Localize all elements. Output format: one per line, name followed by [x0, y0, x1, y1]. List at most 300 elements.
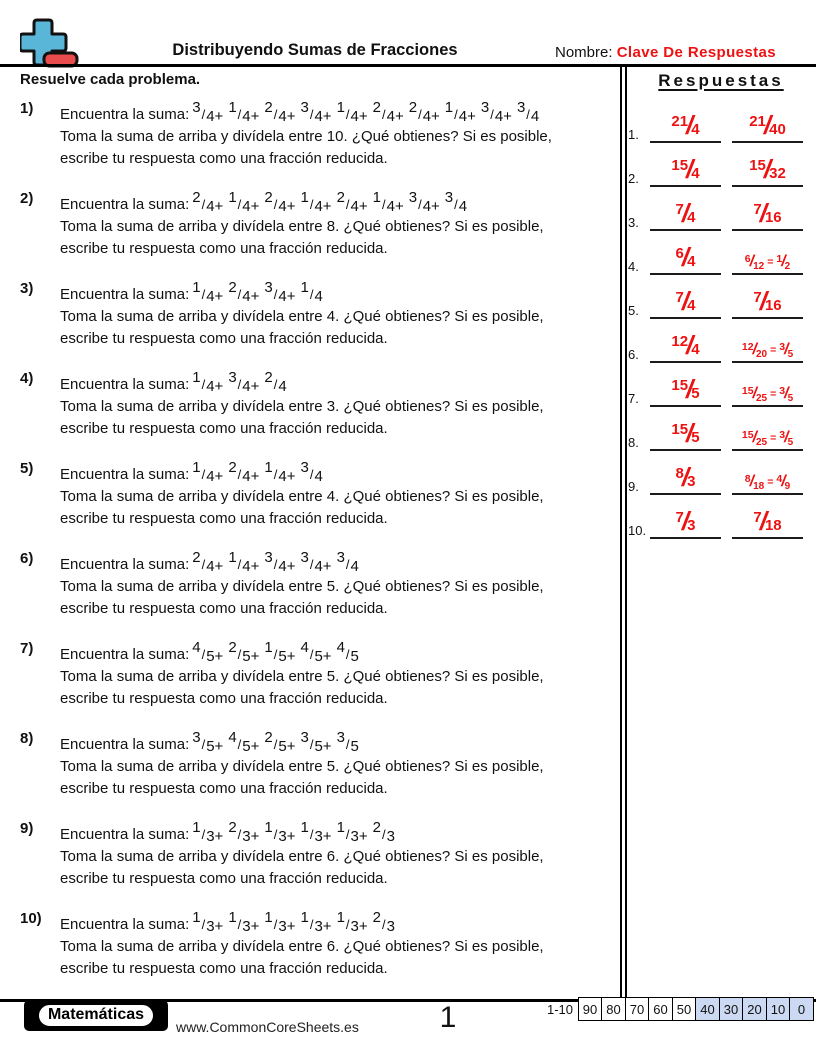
- fraction-slash: /: [273, 467, 278, 482]
- answer-fraction: [671, 154, 700, 184]
- answer-fraction-small: [744, 253, 765, 272]
- answer-fraction: [753, 198, 782, 228]
- problem-item: [20, 97, 618, 170]
- fraction-term: [300, 189, 332, 215]
- problem-body: [60, 637, 616, 710]
- fraction-term: [480, 99, 512, 125]
- answer-fraction-small: [741, 385, 768, 404]
- answer-number: 3.: [628, 215, 639, 230]
- answer-row: [628, 143, 814, 187]
- fraction-numerator: 3: [264, 279, 273, 296]
- fraction-term: [516, 99, 540, 125]
- answer-fraction-small: [776, 253, 791, 272]
- problem-sum-line: [60, 457, 616, 486]
- equals-sign: =: [767, 256, 774, 268]
- fraction-numerator: 1: [228, 99, 237, 116]
- answer-number: 5.: [628, 303, 639, 318]
- score-cell: 30: [719, 997, 744, 1021]
- answer-number: 1.: [628, 127, 639, 142]
- score-cells: [579, 997, 814, 1021]
- answer-fraction: [749, 110, 786, 140]
- fraction-numerator: 7: [675, 509, 684, 526]
- fraction-slash: /: [490, 107, 494, 122]
- problem-instructions-line: escribe tu respuesta como una fracción reducida.: [60, 600, 388, 617]
- page-title: Distribuyendo Sumas de Fracciones: [172, 41, 458, 59]
- fraction-term: [336, 549, 359, 575]
- problem-item: [20, 637, 618, 710]
- fraction-slash: /: [201, 467, 206, 482]
- fraction-slash: /: [345, 107, 350, 122]
- problem-number: 4): [20, 370, 34, 387]
- problem-item: [20, 367, 618, 440]
- fraction-denominator: 4: [691, 165, 700, 182]
- fraction-numerator: 1: [776, 253, 783, 265]
- problem-item: [20, 727, 618, 800]
- answer-sum-cell: [650, 231, 721, 275]
- fraction-term: [264, 819, 296, 845]
- fraction-numerator: 1: [264, 639, 273, 656]
- fraction-term: [444, 189, 468, 215]
- fraction-numerator: 21: [749, 113, 766, 130]
- problem-sum-prefix: Encuentra la suma:: [60, 376, 190, 393]
- fraction-numerator: 1: [300, 279, 309, 296]
- fraction-denominator: 5: [691, 429, 700, 446]
- fraction-denominator: 18: [753, 481, 765, 492]
- fraction-term: [228, 279, 260, 305]
- fraction-denominator: 32: [769, 165, 786, 182]
- fraction-slash: /: [381, 197, 386, 212]
- answer-sum-cell: [650, 319, 721, 363]
- fraction-denominator: 5: [350, 648, 359, 665]
- fraction-slash: /: [309, 647, 314, 662]
- fraction-term: [336, 729, 359, 755]
- fraction-slash: /: [345, 827, 350, 842]
- fraction-numerator: 3: [444, 189, 454, 206]
- problem-sum-line: [60, 547, 616, 576]
- fraction-slash: /: [686, 110, 694, 140]
- fraction-slash: /: [381, 827, 386, 842]
- equals-sign: =: [770, 432, 777, 444]
- answer-number: 2.: [628, 171, 639, 186]
- fraction-term: [264, 459, 296, 485]
- fraction-denominator: 4: [687, 253, 696, 270]
- fraction-denominator: 4+: [206, 198, 224, 215]
- fraction-slash: /: [201, 287, 206, 302]
- fraction-slash: /: [201, 377, 206, 392]
- problem-instructions-line: Toma la suma de arriba y divídela entre 6. ¿Qué obtienes? Si es posible,: [60, 938, 544, 955]
- fraction-denominator: 4+: [314, 108, 332, 125]
- fraction-term: [408, 99, 440, 125]
- fraction-term: [372, 909, 395, 935]
- fraction-numerator: 1: [228, 549, 237, 566]
- fraction-slash: /: [686, 330, 694, 360]
- fraction-term: [192, 909, 224, 935]
- fraction-numerator: 7: [753, 289, 762, 306]
- fraction-term: [300, 639, 332, 665]
- fraction-term: [444, 99, 476, 125]
- fraction-slash: /: [273, 917, 278, 932]
- problem-sum-prefix: Encuentra la suma:: [60, 106, 190, 123]
- answer-equation: [745, 474, 790, 492]
- problem-instructions-line: Toma la suma de arriba y divídela entre 3. ¿Qué obtienes? Si es posible,: [60, 398, 544, 415]
- fraction-term: [192, 369, 224, 395]
- answer-equation: [742, 430, 793, 448]
- answer-fraction: [753, 506, 782, 536]
- answer-fraction-small: [776, 473, 791, 492]
- problem-body: [60, 457, 616, 530]
- fraction-slash: /: [273, 737, 278, 752]
- fraction-term: [264, 189, 296, 215]
- fraction-slash: /: [784, 385, 789, 402]
- fraction-numerator: 1: [192, 909, 201, 926]
- fraction-slash: /: [273, 557, 278, 572]
- fraction-denominator: 3: [386, 828, 395, 845]
- fraction-denominator: 4+: [242, 198, 260, 215]
- answers-title: Respuestas: [658, 71, 784, 90]
- fraction-term: [264, 729, 296, 755]
- problem-instructions-line: Toma la suma de arriba y divídela entre 5. ¿Qué obtienes? Si es posible,: [60, 668, 544, 685]
- problem-number: 5): [20, 460, 34, 477]
- problems-list: [20, 97, 618, 997]
- problem-sum-line: [60, 367, 616, 396]
- fraction-slash: /: [201, 557, 206, 572]
- answer-equation: [742, 342, 793, 360]
- problem-body: [60, 367, 616, 440]
- fraction-slash: /: [237, 467, 242, 482]
- website-text: www.CommonCoreSheets.es: [176, 1019, 359, 1035]
- fraction-numerator: 1: [336, 819, 345, 836]
- fraction-denominator: 3+: [350, 918, 368, 935]
- fraction-denominator: 4: [314, 288, 323, 305]
- fraction-numerator: 1: [336, 909, 345, 926]
- fraction-slash: /: [237, 197, 242, 212]
- problem-sum-prefix: Encuentra la suma:: [60, 286, 190, 303]
- fraction-term: [192, 639, 224, 665]
- answer-number: 6.: [628, 347, 639, 362]
- fraction-slash: /: [759, 286, 767, 316]
- fraction-numerator: 1: [228, 189, 237, 206]
- fraction-denominator: 5+: [278, 648, 296, 665]
- answer-fraction: [671, 374, 700, 404]
- problem-sum-prefix: Encuentra la suma:: [60, 196, 190, 213]
- fraction-denominator: 4+: [314, 198, 332, 215]
- fraction-numerator: 7: [675, 201, 684, 218]
- fraction-slash: /: [686, 154, 694, 184]
- fraction-term: [264, 99, 296, 125]
- fraction-numerator: 1: [192, 279, 201, 296]
- fraction-slash: /: [454, 197, 458, 212]
- fraction-denominator: 4: [687, 297, 696, 314]
- problem-number: 6): [20, 550, 34, 567]
- problem-body: [60, 817, 616, 890]
- score-cell: 20: [742, 997, 767, 1021]
- fraction-slash: /: [784, 429, 789, 446]
- fraction-numerator: 3: [300, 99, 309, 116]
- fraction-slash: /: [201, 737, 206, 752]
- score-cell: 0: [789, 997, 814, 1021]
- fraction-denominator: 4+: [314, 558, 332, 575]
- fraction-denominator: 4+: [206, 558, 224, 575]
- problem-item: [20, 277, 618, 350]
- fraction-denominator: 4+: [278, 108, 296, 125]
- fraction-denominator: 4: [314, 468, 323, 485]
- name-label: Nombre:: [555, 44, 613, 61]
- problem-item: [20, 457, 618, 530]
- fraction-term: [336, 639, 359, 665]
- problem-sum-prefix: Encuentra la suma:: [60, 916, 190, 933]
- problem-body: [60, 187, 616, 260]
- fraction-numerator: 2: [408, 99, 418, 116]
- problem-sum-prefix: Encuentra la suma:: [60, 646, 190, 663]
- fraction-term: [300, 549, 332, 575]
- fraction-term: [192, 819, 224, 845]
- fraction-numerator: 2: [264, 729, 273, 746]
- answer-result-cell: [732, 407, 803, 451]
- fraction-slash: /: [681, 506, 690, 536]
- fraction-numerator: 2: [264, 369, 273, 386]
- fraction-slash: /: [781, 473, 786, 490]
- fraction-numerator: 3: [480, 99, 490, 116]
- fraction-term: [300, 99, 332, 125]
- fraction-term: [264, 909, 296, 935]
- name-value: Clave De Respuestas: [616, 44, 777, 61]
- fraction-slash: /: [752, 341, 757, 358]
- score-cell: 70: [625, 997, 650, 1021]
- fraction-denominator: 5: [787, 437, 794, 448]
- fraction-numerator: 2: [264, 189, 273, 206]
- fraction-slash: /: [273, 827, 278, 842]
- score-cell: 50: [672, 997, 697, 1021]
- answer-result-cell: [732, 231, 803, 275]
- fraction-numerator: 2: [336, 189, 345, 206]
- fraction-numerator: 3: [408, 189, 418, 206]
- fraction-numerator: 1: [444, 99, 454, 116]
- fraction-slash: /: [309, 197, 314, 212]
- fraction-term: [228, 729, 260, 755]
- answer-number: 7.: [628, 391, 639, 406]
- fraction-denominator: 4: [458, 198, 468, 215]
- fraction-term: [336, 819, 368, 845]
- answer-sum-cell: [650, 143, 721, 187]
- fraction-denominator: 3: [687, 473, 696, 490]
- fraction-slash: /: [418, 107, 422, 122]
- fraction-denominator: 5+: [242, 738, 260, 755]
- fraction-term: [264, 369, 287, 395]
- answer-sum-cell: [650, 407, 721, 451]
- fraction-slash: /: [273, 197, 278, 212]
- fraction-denominator: 2: [784, 261, 791, 272]
- fraction-denominator: 5+: [314, 738, 332, 755]
- fraction-denominator: 18: [764, 517, 782, 534]
- fraction-denominator: 5+: [242, 648, 260, 665]
- fraction-slash: /: [763, 110, 772, 140]
- score-cell: 80: [601, 997, 626, 1021]
- fraction-slash: /: [345, 197, 350, 212]
- fraction-numerator: 2: [372, 909, 381, 926]
- answer-result-cell: [732, 187, 803, 231]
- fraction-term: [192, 189, 224, 215]
- problem-number: 1): [20, 100, 34, 117]
- fraction-numerator: 4: [776, 473, 783, 485]
- fraction-denominator: 3+: [278, 828, 296, 845]
- problem-sum-line: [60, 277, 616, 306]
- fraction-term: [192, 729, 224, 755]
- fraction-denominator: 4: [691, 121, 700, 138]
- fraction-term: [192, 459, 224, 485]
- answer-fraction: [675, 286, 696, 316]
- fraction-numerator: 1: [228, 909, 237, 926]
- answers-divider: [620, 67, 627, 999]
- answer-row: [628, 99, 814, 143]
- fraction-denominator: 3: [386, 918, 395, 935]
- fraction-slash: /: [309, 557, 314, 572]
- fraction-slash: /: [749, 473, 755, 490]
- fraction-numerator: 3: [516, 99, 526, 116]
- fraction-term: [264, 639, 296, 665]
- problem-instructions-line: escribe tu respuesta como una fracción reducida.: [60, 420, 388, 437]
- fraction-numerator: 2: [192, 189, 201, 206]
- score-cell: 60: [648, 997, 673, 1021]
- problem-sum-prefix: Encuentra la suma:: [60, 466, 190, 483]
- fraction-term: [228, 369, 260, 395]
- answer-equation: [742, 386, 793, 404]
- problem-sum-line: [60, 97, 616, 126]
- answer-result-cell: [732, 495, 803, 539]
- problem-item: [20, 187, 618, 260]
- fraction-slash: /: [309, 107, 314, 122]
- fraction-denominator: 4+: [278, 468, 296, 485]
- fraction-numerator: 3: [779, 341, 786, 353]
- fraction-term: [300, 459, 323, 485]
- fraction-slash: /: [201, 107, 206, 122]
- fraction-numerator: 1: [300, 189, 309, 206]
- problem-instructions-line: escribe tu respuesta como una fracción reducida.: [60, 780, 388, 797]
- fraction-denominator: 4: [530, 108, 540, 125]
- score-range-label: 1-10: [546, 1001, 573, 1017]
- answer-number: 10.: [628, 523, 647, 538]
- answer-fraction-small: [744, 473, 765, 492]
- fraction-term: [336, 99, 368, 125]
- problem-sum-line: [60, 727, 616, 756]
- problem-instructions-line: escribe tu respuesta como una fracción reducida.: [60, 690, 388, 707]
- answer-row: [628, 319, 814, 363]
- fraction-numerator: 2: [228, 819, 237, 836]
- answer-fraction: [671, 110, 700, 140]
- fraction-numerator: 6: [744, 253, 751, 265]
- fraction-denominator: 3+: [314, 918, 332, 935]
- fraction-slash: /: [273, 647, 278, 662]
- answer-fraction: [675, 198, 696, 228]
- answer-sum-cell: [650, 363, 721, 407]
- fraction-slash: /: [759, 506, 767, 536]
- answer-row: [628, 495, 814, 539]
- problem-sum-prefix: Encuentra la suma:: [60, 826, 190, 843]
- fraction-slash: /: [752, 429, 757, 446]
- fraction-slash: /: [686, 418, 694, 448]
- fraction-slash: /: [345, 647, 350, 662]
- problem-sum-line: [60, 817, 616, 846]
- answer-fraction: [671, 330, 700, 360]
- answer-equation: [745, 254, 790, 272]
- fraction-numerator: 3: [192, 729, 201, 746]
- fraction-slash: /: [237, 287, 242, 302]
- page-number: 1: [439, 1001, 457, 1034]
- problem-body: [60, 97, 616, 170]
- fraction-denominator: 25: [756, 437, 768, 448]
- answer-fraction: [753, 286, 782, 316]
- fraction-term: [300, 909, 332, 935]
- fraction-slash: /: [345, 557, 350, 572]
- fraction-numerator: 4: [228, 729, 237, 746]
- fraction-denominator: 20: [756, 349, 768, 360]
- fraction-numerator: 2: [372, 819, 381, 836]
- problem-sum-line: [60, 637, 616, 666]
- fraction-slash: /: [526, 107, 530, 122]
- fraction-denominator: 4+: [350, 198, 368, 215]
- fraction-denominator: 4+: [386, 108, 404, 125]
- problem-body: [60, 907, 616, 980]
- fraction-term: [264, 279, 296, 305]
- fraction-numerator: 3: [300, 459, 309, 476]
- fraction-term: [300, 819, 332, 845]
- problem-item: [20, 907, 618, 980]
- fraction-numerator: 1: [264, 459, 273, 476]
- fraction-numerator: 2: [372, 99, 381, 116]
- fraction-denominator: 5: [691, 385, 700, 402]
- fraction-numerator: 1: [192, 819, 201, 836]
- fraction-slash: /: [454, 107, 458, 122]
- equals-sign: =: [767, 476, 774, 488]
- fraction-slash: /: [201, 197, 206, 212]
- answer-number: 4.: [628, 259, 639, 274]
- fraction-numerator: 15: [741, 429, 754, 441]
- fraction-denominator: 4+: [350, 108, 368, 125]
- problem-body: [60, 547, 616, 620]
- fraction-numerator: 1: [372, 189, 381, 206]
- answer-number: 8.: [628, 435, 639, 450]
- fraction-numerator: 1: [300, 909, 309, 926]
- fraction-denominator: 4+: [422, 198, 440, 215]
- fraction-denominator: 12: [753, 261, 765, 272]
- fraction-term: [228, 909, 260, 935]
- problem-body: [60, 277, 616, 350]
- fraction-numerator: 3: [300, 729, 309, 746]
- answer-row: [628, 187, 814, 231]
- fraction-numerator: 2: [192, 549, 201, 566]
- fraction-slash: /: [681, 242, 690, 272]
- instructions-text: Resuelve cada problema.: [20, 71, 201, 88]
- fraction-denominator: 16: [764, 209, 782, 226]
- fraction-slash: /: [681, 462, 690, 492]
- answer-result-cell: [732, 143, 803, 187]
- fraction-slash: /: [273, 287, 278, 302]
- fraction-denominator: 3+: [242, 918, 260, 935]
- fraction-slash: /: [273, 107, 278, 122]
- fraction-numerator: 1: [264, 909, 273, 926]
- fraction-denominator: 5+: [206, 738, 224, 755]
- fraction-slash: /: [237, 557, 242, 572]
- fraction-numerator: 3: [779, 429, 786, 441]
- fraction-slash: /: [763, 154, 772, 184]
- fraction-denominator: 4: [691, 341, 700, 358]
- fraction-denominator: 3+: [350, 828, 368, 845]
- fraction-numerator: 2: [228, 639, 237, 656]
- fraction-denominator: 4+: [206, 468, 224, 485]
- problem-instructions-line: Toma la suma de arriba y divídela entre 4. ¿Qué obtienes? Si es posible,: [60, 488, 544, 505]
- fraction-slash: /: [752, 385, 757, 402]
- fraction-denominator: 5+: [314, 648, 332, 665]
- problem-number: 9): [20, 820, 34, 837]
